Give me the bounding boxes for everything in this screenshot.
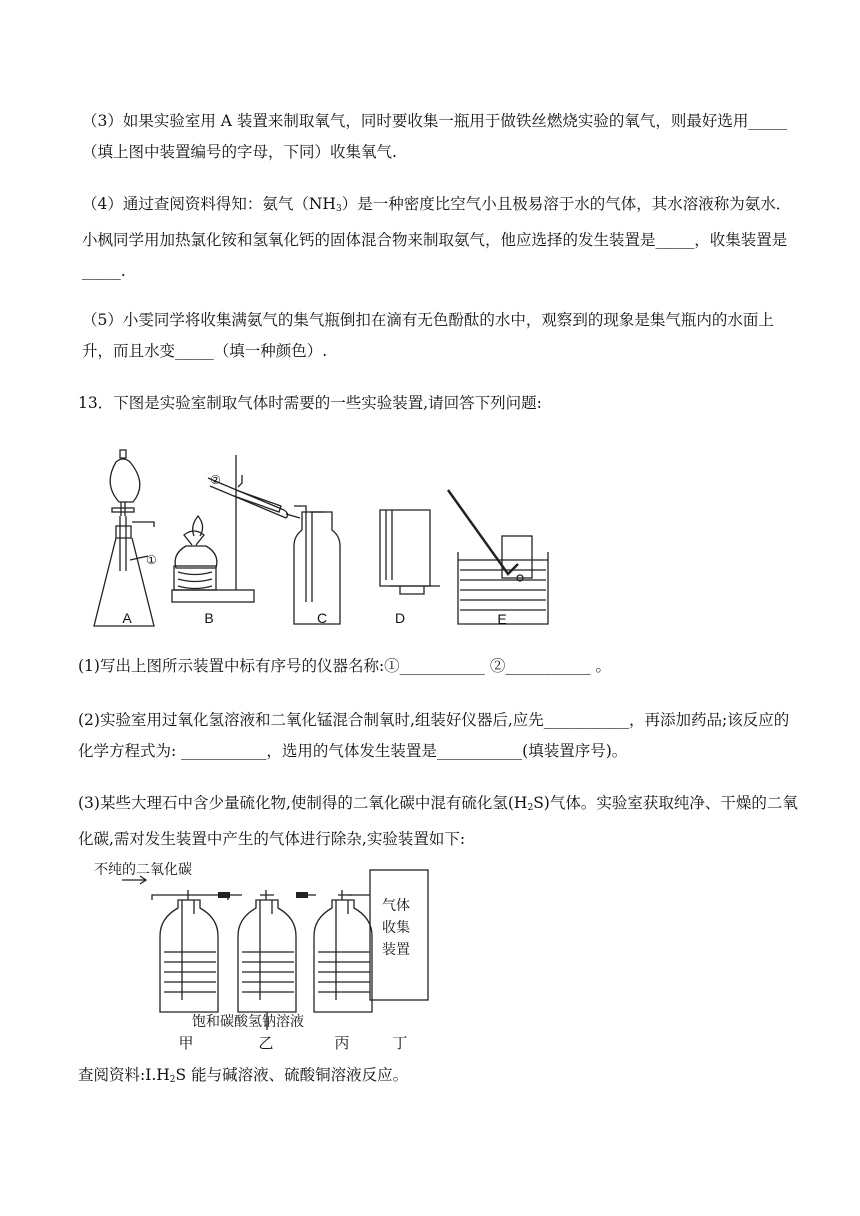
- q13-sub2: (2)实验室用过氧化氢溶液和二氧化锰混合制氧时,组装好仪器后,应先___________，再添加药品;该反应的化学方程式为: ___________，选用的气体发生装置是___________(填装置序号)。: [78, 711, 790, 760]
- box-line-1: 气体: [382, 897, 410, 913]
- label-d: D: [394, 610, 406, 626]
- bottle-yi: [228, 890, 296, 1030]
- apparatus-d: [380, 510, 440, 594]
- bottle-jia: [152, 890, 228, 1012]
- nh3-subscript: 3: [335, 204, 342, 214]
- box-line-3: 装置: [382, 941, 410, 957]
- solution-label: 饱和碳酸氢钠溶液: [192, 1013, 304, 1029]
- apparatus-a: [94, 450, 154, 626]
- q12-part4-text-a: （4）通过查阅资料得知：氨气（NH: [82, 195, 336, 213]
- label-jia: 甲: [178, 1035, 194, 1050]
- collection-box: [370, 870, 428, 1000]
- q13-sub3-text-b: S)气体。实验室获取纯净、干燥的二氧化碳,需对发生装置中产生的气体进行除杂,实验装置如下:: [78, 794, 798, 848]
- box-line-2: 收集: [382, 919, 410, 935]
- purification-figure: [82, 860, 462, 1050]
- label-a: A: [122, 610, 132, 626]
- reference-text-a: 查阅资料:I.H: [78, 1066, 170, 1084]
- q13-sub3: [78, 788, 798, 855]
- label-ding: 丁: [392, 1035, 408, 1050]
- mark-2: ②: [210, 473, 221, 487]
- apparatus-b: [172, 455, 300, 602]
- label-bing: 丙: [334, 1035, 350, 1050]
- q12-part4-text-b: ）是一种密度比空气小且极易溶于水的气体，其水溶液称为氨水．小枫同学用加热氯化铵和氢氧化钙的固体混合物来制取氨气，他应选择的发生装置是_____，收集装置是_____.: [82, 195, 792, 280]
- q13-sub3-text-a: (3)某些大理石中含少量硫化物,使制得的二氧化碳中混有硫化氢(H: [78, 794, 528, 812]
- apparatus-e: [448, 490, 548, 624]
- q12-part4: [82, 189, 802, 287]
- q12-part3: （3）如果实验室用 A 装置来制取氧气，同时要收集一瓶用于做铁丝燃烧实验的氧气，则最好选用_____（填上图中装置编号的字母，下同）收集氧气.: [82, 112, 788, 161]
- apparatus-figure: [90, 440, 560, 640]
- label-b: B: [204, 610, 214, 626]
- apparatus-c: [294, 506, 340, 624]
- reference-note: [78, 1060, 798, 1096]
- label-yi: 乙: [258, 1035, 274, 1050]
- reference-text-b: S 能与碱溶液、硫酸铜溶液反应。: [175, 1066, 409, 1084]
- label-e: E: [497, 611, 507, 627]
- q13-sub1: (1)写出上图所示装置中标有序号的仪器名称:①___________ ②___________ 。: [78, 657, 612, 675]
- q13-title: 13．下图是实验室制取气体时需要的一些实验装置,请回答下列问题:: [78, 394, 542, 412]
- label-c: C: [316, 610, 328, 626]
- h2s-subscript-2: 2: [169, 1075, 176, 1085]
- inlet-label: 不纯的二氧化碳: [94, 861, 192, 877]
- q12-part5: （5）小雯同学将收集满氨气的集气瓶倒扣在滴有无色酚酞的水中，观察到的现象是集气瓶内的水面上升，而且水变_____（填一种颜色）.: [82, 311, 774, 360]
- mark-1: ①: [146, 553, 157, 567]
- h2s-subscript: 2: [527, 803, 534, 813]
- bottle-bing: [302, 890, 372, 1012]
